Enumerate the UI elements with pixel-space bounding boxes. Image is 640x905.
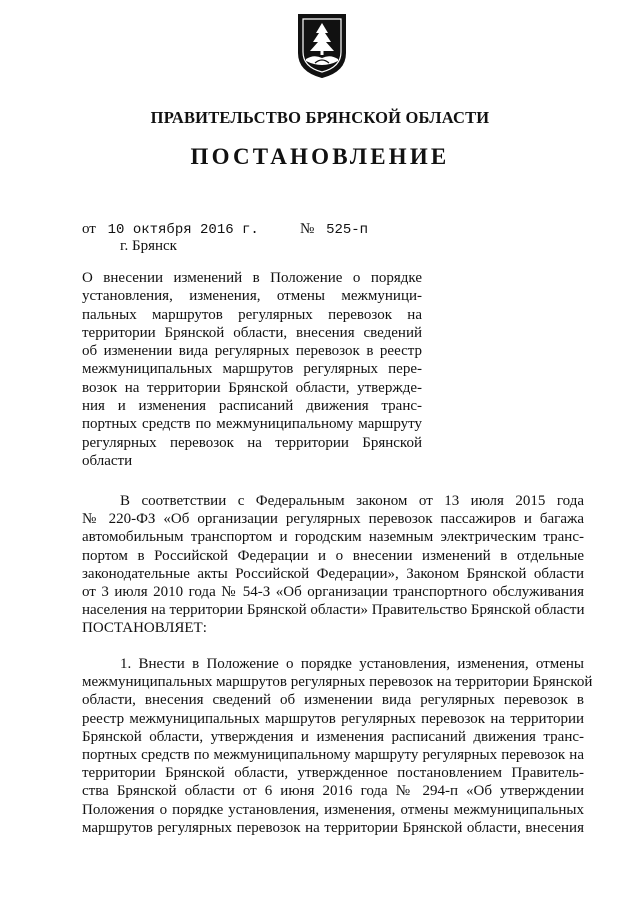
paragraph-line: ПОСТАНОВЛЯЕТ: (82, 620, 207, 637)
subject-line: территории Брянской области, внесения сведений (82, 324, 422, 341)
subject-line: межмуниципальных маршрутов регулярных пере- (82, 361, 422, 378)
document-number (300, 221, 368, 238)
subject-line: пальных маршрутов регулярных перевозок на (82, 306, 422, 323)
preamble-paragraph (82, 492, 584, 638)
paragraph-line: области, внесения сведений об изменении вида регулярных перевозок в (82, 692, 584, 709)
date-value: 10 октября 2016 г. (107, 222, 259, 238)
paragraph-line: портом в Российской Федерации и о внесении изменений в отдельные (82, 547, 584, 564)
coat-of-arms-icon (297, 13, 347, 79)
paragraph-line: маршрутов регулярных перевозок на территории Брянской области, внесения (82, 819, 584, 836)
paragraph-line: Брянской области, утверждения и изменения расписаний движения транс- (82, 728, 584, 745)
paragraph-line: межмуниципальных маршрутов регулярных перевозок на территории Брянской (82, 674, 593, 691)
paragraph-line: В соответствии с Федеральным законом от 13 июля 2015 года (120, 493, 584, 509)
paragraph-line: населения на территории Брянской области» Правительство Брянской области (82, 602, 585, 619)
paragraph-line: № 220-ФЗ «Об организации регулярных перевозок пассажиров и багажа (82, 511, 584, 528)
paragraph-line: Положения о порядке установления, изменения, отмены межмуниципальных (82, 801, 584, 818)
paragraph-line: реестр межмуниципальных маршрутов регулярных перевозок на территории (82, 710, 584, 727)
paragraph-line: от 3 июля 2010 года № 54-З «Об организации транспортного обслуживания (82, 584, 584, 601)
document-type-title: ПОСТАНОВЛЕНИЕ (190, 144, 450, 169)
subject-line: О внесении изменений в Положение о порядке (82, 270, 422, 286)
paragraph-line: законодательные акты Российской Федерации», Законом Брянской области (82, 565, 584, 582)
document-city: г. Брянск (120, 238, 177, 254)
paragraph-line: 1. Внести в Положение о порядке установления, изменения, отмены (120, 656, 584, 672)
subject-line: возок на территории Брянской области, утвержде- (82, 379, 422, 396)
subject-line: установления, изменения, отмены межмуници- (82, 288, 422, 305)
subject-line: ния и изменения расписаний движения транс- (82, 398, 422, 415)
paragraph-line: портных средств по межмуниципальному маршруту регулярных перевозок на (82, 747, 584, 764)
paragraph-line: ства Брянской области от 6 июня 2016 года № 294-п «Об утверждении (82, 783, 584, 800)
clause-1-paragraph (82, 655, 593, 837)
document-subject (82, 269, 422, 470)
number-prefix: № (300, 221, 315, 237)
document-date (82, 221, 259, 238)
subject-line: области (82, 452, 133, 469)
paragraph-line: территории Брянской области, утвержденное постановлением Правитель- (82, 765, 584, 782)
date-prefix: от (82, 221, 96, 237)
paragraph-line: автомобильным транспортом и городским наземным электрическим транс- (82, 529, 584, 546)
subject-line: портных средств по межмуниципальному маршруту (82, 416, 422, 433)
number-value: 525-п (326, 222, 369, 238)
subject-line: об изменении вида регулярных перевозок в реестр (82, 343, 422, 360)
subject-line: регулярных перевозок на территории Брянской (82, 434, 422, 451)
government-title: ПРАВИТЕЛЬСТВО БРЯНСКОЙ ОБЛАСТИ (150, 108, 490, 127)
